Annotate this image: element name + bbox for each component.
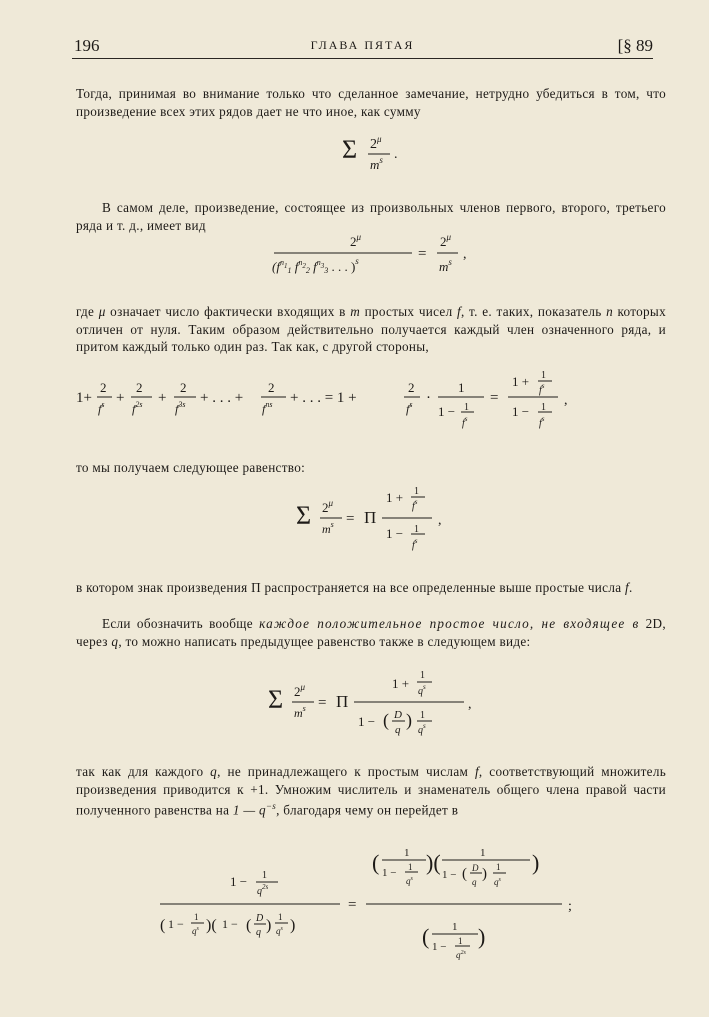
svg-text:,: , <box>564 393 568 408</box>
svg-text:1: 1 <box>420 710 425 721</box>
svg-text:+ . . . +: + . . . + <box>200 390 244 406</box>
p3-text-b: означает число фактически входящих в <box>110 304 346 320</box>
svg-text:ms: $m^s$ <box>439 257 452 274</box>
svg-text:qs: $q^s$ <box>418 683 426 697</box>
svg-text:Σ: Σ <box>296 501 312 530</box>
p6-text-c: , через <box>76 616 666 649</box>
svg-text:1: 1 <box>414 524 419 535</box>
svg-text:): ) <box>266 917 272 934</box>
symbol-pi: Π <box>251 580 261 596</box>
p5-text-b: распространяется на все определенные выше простые числа <box>264 580 622 596</box>
symbol-plus-one: +1 <box>250 781 265 797</box>
svg-text:,: , <box>468 697 472 712</box>
svg-text:1: 1 <box>194 912 199 922</box>
symbol-q-2: q <box>210 764 218 780</box>
symbol-2d: 2D <box>645 616 663 632</box>
svg-text:2: 2 <box>136 380 143 395</box>
svg-text:1: 1 <box>464 402 469 413</box>
svg-text:,: , <box>463 247 467 262</box>
svg-text:2μ: $2^\mu$ <box>350 232 362 249</box>
svg-text:): ) <box>478 924 486 949</box>
symbol-one-minus-q: 1 — q <box>232 802 266 818</box>
symbol-mu: μ <box>98 304 106 320</box>
p5-period: . <box>628 580 633 596</box>
chapter-title: ГЛАВА ПЯТАЯ <box>310 38 415 52</box>
svg-text:1+: 1+ <box>76 390 92 406</box>
svg-text:qs: $q^s$ <box>276 926 283 936</box>
svg-text:2μ: $2^\mu$ <box>322 498 334 515</box>
svg-text:qs: $q^s$ <box>418 722 426 736</box>
svg-text:qs: $q^s$ <box>406 876 413 886</box>
svg-text:ms: $m^s$ <box>322 520 334 536</box>
svg-text:q: q <box>395 724 401 736</box>
symbol-f-3: f <box>474 764 479 780</box>
svg-text:f2s: $f^{2s}$ <box>132 400 143 416</box>
svg-text:1 −: 1 − <box>222 917 238 931</box>
symbol-m: m <box>350 304 361 320</box>
svg-text:1 −: 1 − <box>382 867 397 879</box>
svg-text:(: ( <box>383 710 389 730</box>
svg-text:): ) <box>482 866 487 882</box>
svg-text:1: 1 <box>278 912 283 922</box>
p3-text-d: , т. е. таких, показатель <box>460 304 602 320</box>
svg-text:1 −: 1 − <box>442 869 457 881</box>
svg-text:)(: )( <box>206 917 217 934</box>
paragraph-5 <box>76 579 666 597</box>
svg-text:1 +: 1 + <box>386 490 404 505</box>
svg-text:1 −: 1 − <box>168 917 184 931</box>
svg-text:1: 1 <box>541 402 546 413</box>
svg-text:fs: $f^s$ <box>412 498 418 512</box>
paragraph-2: В самом деле, произведение, состоящее из произвольных членов первого, второго, третьего ряда и т. д., имеет вид <box>76 200 666 233</box>
svg-text:1: 1 <box>408 862 413 872</box>
formula-euler-product-q <box>268 662 488 740</box>
svg-text:(: ( <box>160 917 166 934</box>
formula-sum-2mu-over-ms <box>330 128 420 176</box>
symbol-f: f <box>456 304 461 320</box>
svg-text:(fn11 fn22 fn33 . . . )s: ($f^n_{11}$ $f^n_{22}$ $f^n_{33}$ . . . )$^s$ <box>272 256 359 275</box>
svg-text:1: 1 <box>458 936 463 946</box>
svg-text:1: 1 <box>420 670 425 681</box>
p3-text-e: которых отличен от нуля. Таким образом действительно получается каждый член означенного ряда, и притом каждый только один раз. Так как, с другой стороны, <box>76 304 666 355</box>
svg-text:fs: $f^s$ <box>539 382 545 396</box>
svg-text:fs: $f^s$ <box>462 415 468 429</box>
svg-text:qs: $q^s$ <box>192 926 199 936</box>
symbol-f-2: f <box>624 580 629 596</box>
svg-text:=: = <box>346 511 355 527</box>
svg-text:fns: $f^{ns}$ <box>262 400 273 416</box>
svg-text:fs: $f^s$ <box>412 537 418 551</box>
paragraph-7 <box>76 763 666 819</box>
p7-text-e: , благодаря чему он перейдет в <box>276 802 459 818</box>
svg-text:,: , <box>438 513 442 528</box>
svg-text:1: 1 <box>480 847 486 859</box>
formula-final-transform <box>160 838 590 988</box>
p5-text-a: в котором знак произведения <box>76 580 248 596</box>
paragraph-6 <box>76 615 666 650</box>
section-number: [§ 89 <box>617 36 653 55</box>
svg-text:1 +: 1 + <box>392 676 410 691</box>
svg-text:1 −: 1 − <box>386 526 404 541</box>
svg-text:q2s: $q^{2s}$ <box>257 883 269 897</box>
svg-text:): ) <box>532 850 540 875</box>
formula-series-expansion <box>76 364 676 434</box>
formula-period: . <box>394 147 398 162</box>
symbol-neg-s: −s <box>265 801 277 812</box>
svg-text:2: 2 <box>408 380 415 395</box>
svg-text:=: = <box>418 246 427 262</box>
svg-text:): ) <box>406 710 412 730</box>
svg-text:2: 2 <box>100 380 107 395</box>
p6-text-a: Если обозначить вообще <box>102 616 253 632</box>
denominator-ms: $m^s$ <box>370 155 383 172</box>
p3-text-c: простых чисел <box>364 304 453 320</box>
svg-text:2: 2 <box>180 380 187 395</box>
svg-text:1: 1 <box>496 862 501 872</box>
svg-text:=: = <box>348 897 357 913</box>
svg-text:q: q <box>256 927 261 938</box>
svg-text:2: 2 <box>268 380 275 395</box>
p7-text-d: . Умножим числитель и знаменатель общего члена правой части полученного равенства на <box>76 781 666 818</box>
svg-text:(: ( <box>246 917 252 934</box>
svg-text:q2s: $q^{2s}$ <box>456 950 466 960</box>
running-header <box>72 36 653 59</box>
svg-text:=: = <box>490 390 499 406</box>
svg-text:1 −: 1 − <box>512 404 530 419</box>
svg-text:1 −: 1 − <box>358 714 376 729</box>
paragraph-1: Тогда, принимая во внимание только что сделанное замечание, нетрудно убедиться в том, что произведение всех этих рядов дает не что иное, как сумму <box>76 86 666 119</box>
p6-text-b: каждое положительное простое число, не входящее в <box>259 616 640 632</box>
svg-text:(: ( <box>372 850 380 875</box>
svg-text:fs: $f^s$ <box>406 400 413 416</box>
svg-text:2μ: $2^\mu$ <box>294 682 306 699</box>
formula-product-terms <box>250 228 480 280</box>
page-number: 196 <box>74 36 100 55</box>
svg-text:1: 1 <box>414 486 419 497</box>
symbol-q: q <box>111 633 119 649</box>
svg-text:1 −: 1 − <box>432 941 447 953</box>
svg-text:fs: $f^s$ <box>539 415 545 429</box>
p7-text-c: , соответствующий множитель произведения приводится к <box>76 764 667 797</box>
svg-text:D: D <box>472 863 479 873</box>
svg-text:·: · <box>426 390 431 406</box>
symbol-n: n <box>606 304 613 320</box>
p6-text-d: , то можно написать предыдущее равенство также в следующем виде: <box>118 633 531 649</box>
paragraph-3 <box>76 303 666 356</box>
p7-text-a: так как для каждого <box>76 764 204 780</box>
svg-text:1 −: 1 − <box>438 404 456 419</box>
svg-text:;: ; <box>568 899 572 914</box>
svg-text:Π: Π <box>336 692 349 711</box>
svg-text:1 +: 1 + <box>512 374 530 389</box>
p3-text-a: где <box>76 304 95 320</box>
p7-text-b: , не принадлежащего к простым числам <box>217 764 469 780</box>
svg-text:Π: Π <box>364 508 377 527</box>
svg-text:ms: $m^s$ <box>294 704 306 720</box>
svg-text:1: 1 <box>262 870 267 881</box>
svg-text:1: 1 <box>458 380 465 395</box>
svg-text:1 −: 1 − <box>230 874 248 889</box>
sigma-symbol: Σ <box>342 135 358 164</box>
svg-text:2μ: $2^\mu$ <box>440 232 452 249</box>
numerator-2mu: $2^\mu$ <box>370 134 382 152</box>
svg-text:+: + <box>116 390 125 406</box>
svg-text:)(: )( <box>426 850 441 875</box>
svg-text:D: D <box>256 913 264 924</box>
svg-text:fs: $f^s$ <box>98 400 105 416</box>
paragraph-4: то мы получаем следующее равенство: <box>76 460 306 476</box>
svg-text:(: ( <box>422 924 430 949</box>
svg-text:+ . . . = 1 +: + . . . = 1 + <box>290 390 357 406</box>
svg-text:f3s: $f^{3s}$ <box>175 400 186 416</box>
svg-text:D: D <box>394 709 402 721</box>
svg-text:1: 1 <box>541 370 546 381</box>
svg-text:(: ( <box>462 866 467 882</box>
svg-text:q: q <box>472 877 477 887</box>
svg-text:1: 1 <box>404 847 410 859</box>
formula-euler-product-f <box>296 478 476 552</box>
svg-text:=: = <box>318 695 327 711</box>
svg-text:+: + <box>158 390 167 406</box>
svg-text:): ) <box>290 917 296 934</box>
svg-text:Σ: Σ <box>268 685 284 714</box>
svg-text:1: 1 <box>452 921 458 933</box>
svg-text:qs: $q^s$ <box>494 877 501 887</box>
